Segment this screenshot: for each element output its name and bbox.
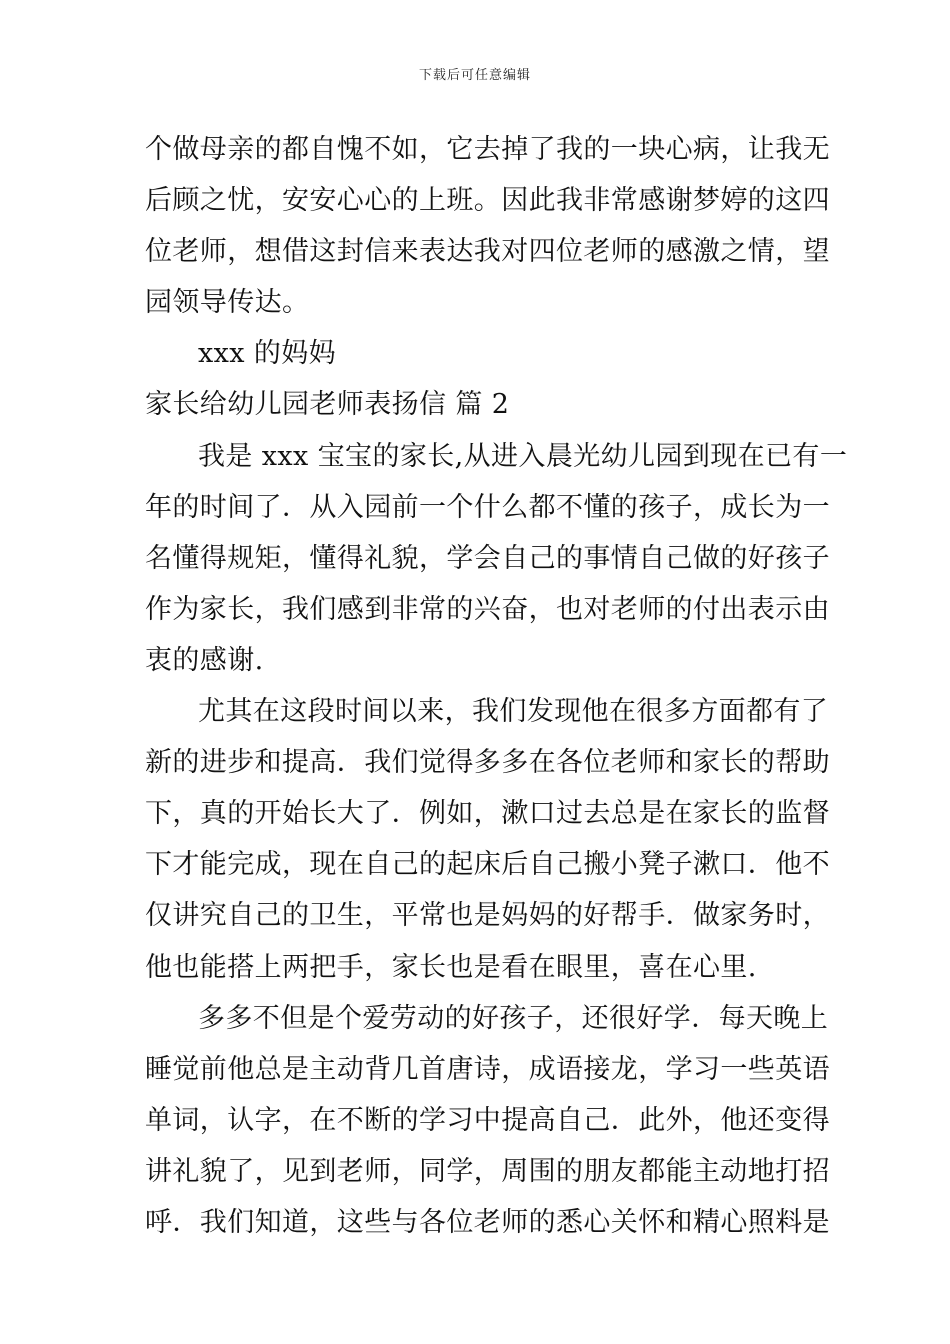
text-line: 园领导传达。 <box>145 287 310 319</box>
text-line: 个做母亲的都自愧不如，它去掉了我的一块心病，让我无 <box>145 134 830 165</box>
text-line: 单词，认字，在不断的学习中提高自己．此外，他还变得 <box>145 1104 830 1136</box>
text-line: 年的时间了．从入园前一个什么都不懂的孩子，成长为一 <box>145 491 830 523</box>
signature-line: xxx 的妈妈 <box>198 338 337 370</box>
text-line: 衷的感谢. <box>145 644 264 676</box>
text-line: 讲礼貌了，见到老师，同学，周围的朋友都能主动地打招 <box>145 1155 830 1187</box>
page-header: 下载后可任意编辑 <box>418 68 531 83</box>
text-line: 作为家长，我们感到非常的兴奋，也对老师的付出表示由 <box>145 593 830 625</box>
text-line: 我是 xxx 宝宝的家长,从进入晨光幼儿园到现在已有一 <box>198 440 848 472</box>
text-line: 后顾之忧，安安心心的上班。因此我非常感谢梦婷的这四 <box>145 185 830 217</box>
text-line: 新的进步和提高．我们觉得多多在各位老师和家长的帮助 <box>145 747 830 779</box>
text-line: 他也能搭上两把手，家长也是看在眼里，喜在心里. <box>145 951 757 983</box>
text-line: 多多不但是个爱劳动的好孩子，还很好学．每天晚上 <box>198 1002 829 1034</box>
text-line: 睡觉前他总是主动背几首唐诗，成语接龙，学习一些英语 <box>145 1053 830 1085</box>
text-line: 仅讲究自己的卫生，平常也是妈妈的好帮手．做家务时， <box>145 900 830 932</box>
text-line: 呼．我们知道，这些与各位老师的悉心关怀和精心照料是 <box>145 1206 830 1238</box>
text-line: 尤其在这段时间以来，我们发现他在很多方面都有了 <box>198 696 829 728</box>
text-line: 下，真的开始长大了．例如，漱口过去总是在家长的监督 <box>145 798 830 830</box>
text-line: 下才能完成，现在自己的起床后自己搬小凳子漱口．他不 <box>145 849 830 881</box>
text-line: 名懂得规矩，懂得礼貌，学会自己的事情自己做的好孩子 <box>145 542 830 574</box>
section-title: 家长给幼儿园老师表扬信 篇 2 <box>145 389 510 421</box>
text-line: 位老师，想借这封信来表达我对四位老师的感激之情，望 <box>145 236 830 268</box>
document-body <box>145 124 848 1248</box>
